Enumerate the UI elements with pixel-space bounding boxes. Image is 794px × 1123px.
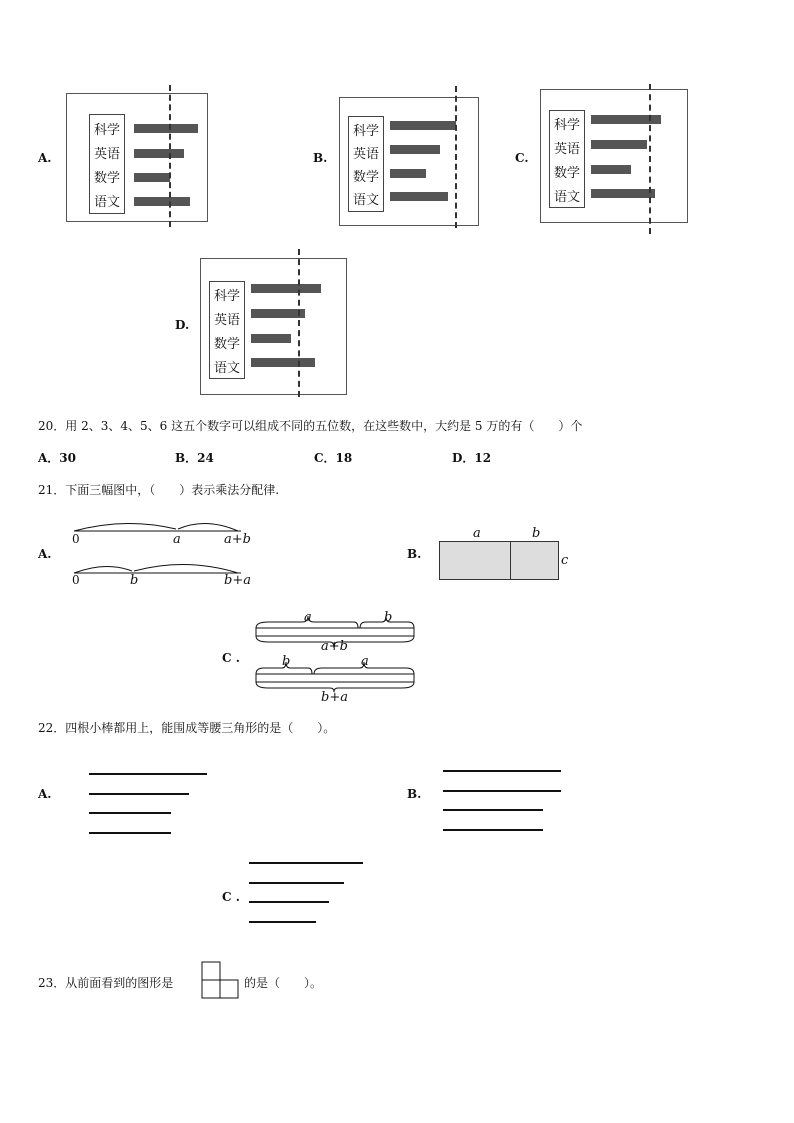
b-label: b bbox=[282, 654, 291, 669]
subject-list bbox=[348, 116, 384, 212]
b-label: b bbox=[130, 573, 139, 588]
b-plus-a-label: b+a bbox=[321, 690, 348, 705]
subject-chinese: 语文 bbox=[554, 190, 581, 205]
a-label: a bbox=[361, 654, 369, 669]
q21-question: 21．下面三幅图中，（ ）表示乘法分配律. bbox=[38, 483, 280, 497]
option-d-chart bbox=[200, 258, 347, 395]
q21-option-c-label: C . bbox=[222, 651, 240, 665]
b-label: b bbox=[532, 526, 541, 541]
bar-chinese bbox=[251, 358, 315, 367]
q23-question-start: 23．从前面看到的图形是 bbox=[38, 976, 174, 990]
bar-math bbox=[591, 165, 631, 174]
arc-a2 bbox=[134, 564, 238, 573]
stick bbox=[249, 921, 316, 923]
zero-label: 0 bbox=[72, 573, 80, 587]
bar-science bbox=[134, 124, 198, 133]
q22-option-a-label: A. bbox=[38, 787, 52, 801]
bar-math bbox=[390, 169, 426, 178]
segment-top bbox=[256, 628, 414, 636]
a-plus-b-label: a+b bbox=[321, 639, 348, 654]
q22-option-b-label: B. bbox=[407, 787, 422, 801]
bar-chinese bbox=[134, 197, 190, 206]
cube-square bbox=[202, 980, 220, 998]
segment-bottom bbox=[256, 674, 414, 682]
bar-english bbox=[591, 140, 647, 149]
stick bbox=[89, 793, 189, 795]
bar-science bbox=[251, 284, 321, 293]
option-a-label: A. bbox=[38, 151, 52, 165]
option-c-chart bbox=[540, 89, 688, 223]
subject-list bbox=[89, 114, 125, 214]
front-view-figure bbox=[200, 961, 242, 1001]
a-label: a bbox=[304, 610, 312, 625]
subject-science: 科学 bbox=[554, 118, 581, 133]
option-d-label: D. bbox=[175, 318, 190, 332]
q20-option-d[interactable]: D．12 bbox=[452, 451, 492, 465]
cube-square bbox=[220, 980, 238, 998]
subject-english: 英语 bbox=[353, 147, 380, 162]
subject-chinese: 语文 bbox=[94, 195, 121, 210]
stick bbox=[89, 812, 171, 814]
arc-b bbox=[178, 523, 238, 531]
subject-math: 数学 bbox=[554, 166, 581, 181]
bar-english bbox=[251, 309, 305, 318]
a-label: a bbox=[473, 526, 481, 541]
area-rectangle bbox=[439, 541, 559, 580]
q20-option-b[interactable]: B．24 bbox=[175, 451, 214, 465]
subject-math: 数学 bbox=[94, 171, 121, 186]
stick bbox=[249, 882, 344, 884]
subject-english: 英语 bbox=[214, 313, 241, 328]
a-label: a bbox=[173, 532, 181, 547]
bar-science bbox=[390, 121, 456, 130]
cube-square bbox=[202, 962, 220, 980]
q20-question: 20．用 2、3、4、5、6 这五个数字可以组成不同的五位数，在这些数中，大约是 5 万的有（ ）个 bbox=[38, 419, 583, 433]
arc-b2 bbox=[74, 566, 132, 573]
reference-line bbox=[298, 249, 300, 397]
subject-english: 英语 bbox=[554, 142, 581, 157]
reference-line bbox=[169, 85, 171, 227]
reference-line bbox=[649, 84, 651, 234]
q20-option-a[interactable]: A．30 bbox=[38, 451, 77, 465]
option-c-label: C. bbox=[515, 151, 529, 165]
reference-line bbox=[455, 86, 457, 228]
a-plus-b-label: a+b bbox=[224, 532, 251, 547]
stick bbox=[89, 832, 171, 834]
arc-a bbox=[74, 523, 176, 531]
c-label: c bbox=[561, 553, 569, 568]
subject-list bbox=[209, 281, 245, 379]
option-b-label: B. bbox=[313, 151, 328, 165]
subject-list bbox=[549, 110, 585, 208]
subject-math: 数学 bbox=[214, 337, 241, 352]
bar-english bbox=[134, 149, 184, 158]
rectangle-divider bbox=[510, 542, 511, 579]
bar-chinese bbox=[390, 192, 448, 201]
b-label: b bbox=[384, 610, 393, 625]
subject-science: 科学 bbox=[94, 123, 121, 138]
bar-chinese bbox=[591, 189, 655, 198]
stick bbox=[89, 773, 207, 775]
stick bbox=[249, 862, 363, 864]
q22-question: 22．四根小棒都用上，能围成等腰三角形的是（ ）。 bbox=[38, 721, 336, 735]
stick bbox=[443, 829, 543, 831]
stick bbox=[443, 809, 543, 811]
bar-math bbox=[134, 173, 170, 182]
q22-option-c-label: C . bbox=[222, 890, 240, 904]
q23-question-end: 的是（ ）。 bbox=[244, 976, 323, 990]
q21-option-a-label: A. bbox=[38, 547, 52, 561]
b-plus-a-label: b+a bbox=[224, 573, 251, 588]
stick bbox=[443, 770, 561, 772]
stick bbox=[443, 790, 561, 792]
subject-math: 数学 bbox=[353, 170, 380, 185]
option-b-chart bbox=[339, 97, 479, 226]
zero-label: 0 bbox=[72, 532, 80, 546]
stick bbox=[249, 901, 329, 903]
option-a-chart bbox=[66, 93, 208, 222]
q21-option-b-label: B. bbox=[407, 547, 422, 561]
subject-science: 科学 bbox=[353, 124, 380, 139]
subject-english: 英语 bbox=[94, 147, 121, 162]
bar-english bbox=[390, 145, 440, 154]
q20-option-c[interactable]: C．18 bbox=[314, 451, 353, 465]
bar-math bbox=[251, 334, 291, 343]
subject-chinese: 语文 bbox=[353, 193, 380, 208]
subject-chinese: 语文 bbox=[214, 361, 241, 376]
subject-science: 科学 bbox=[214, 289, 241, 304]
